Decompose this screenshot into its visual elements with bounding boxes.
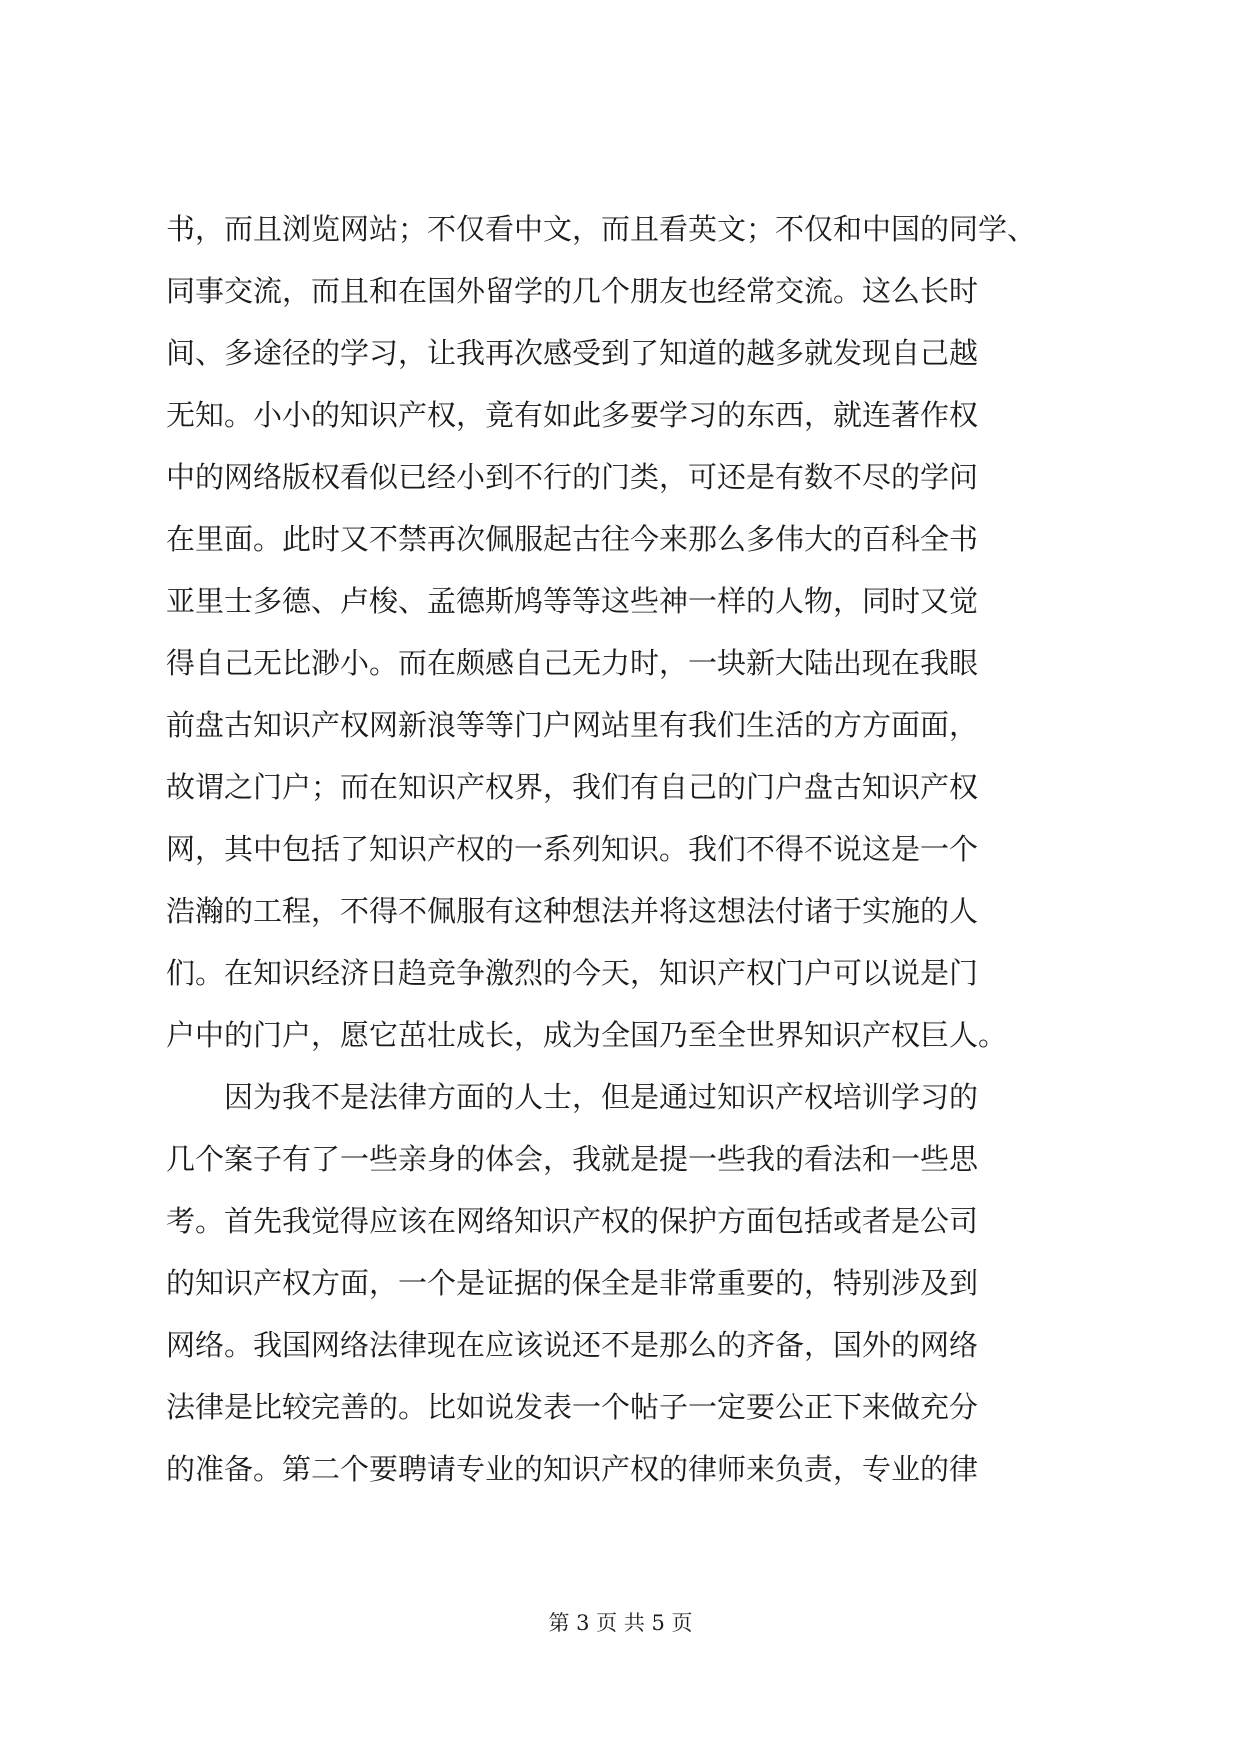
text-line: 故谓之门户；而在知识产权界，我们有自己的门户盘古知识产权 bbox=[166, 770, 979, 804]
text-line: 中的网络版权看似已经小到不行的门类，可还是有数不尽的学问 bbox=[166, 460, 979, 494]
body-text bbox=[166, 198, 1086, 1500]
text-line: 前盘古知识产权网新浪等等门户网站里有我们生活的方方面面， bbox=[166, 708, 979, 742]
text-line: 的知识产权方面，一个是证据的保全是非常重要的，特别涉及到 bbox=[166, 1266, 979, 1300]
page-number-footer: 第 3 页 共 5 页 bbox=[548, 1611, 693, 1635]
text-line: 浩瀚的工程，不得不佩服有这种想法并将这想法付诸于实施的人 bbox=[166, 894, 979, 928]
text-line: 间、多途径的学习，让我再次感受到了知道的越多就发现自己越 bbox=[166, 336, 979, 370]
text-line: 们。在知识经济日趋竞争激烈的今天，知识产权门户可以说是门 bbox=[166, 956, 979, 990]
text-line: 的准备。第二个要聘请专业的知识产权的律师来负责，专业的律 bbox=[166, 1452, 979, 1486]
text-line: 得自己无比渺小。而在颇感自己无力时，一块新大陆出现在我眼 bbox=[166, 646, 979, 680]
text-line: 几个案子有了一些亲身的体会，我就是提一些我的看法和一些思 bbox=[166, 1142, 979, 1176]
text-line: 同事交流，而且和在国外留学的几个朋友也经常交流。这么长时 bbox=[166, 274, 979, 308]
text-line: 亚里士多德、卢梭、孟德斯鸠等等这些神一样的人物，同时又觉 bbox=[166, 584, 979, 618]
text-line: 网，其中包括了知识产权的一系列知识。我们不得不说这是一个 bbox=[166, 832, 979, 866]
text-line: 法律是比较完善的。比如说发表一个帖子一定要公正下来做充分 bbox=[166, 1390, 979, 1424]
text-line: 网络。我国网络法律现在应该说还不是那么的齐备，国外的网络 bbox=[166, 1328, 979, 1362]
text-line: 无知。小小的知识产权，竟有如此多要学习的东西，就连著作权 bbox=[166, 398, 979, 432]
text-line: 在里面。此时又不禁再次佩服起古往今来那么多伟大的百科全书 bbox=[166, 522, 979, 556]
text-line: 因为我不是法律方面的人士，但是通过知识产权培训学习的 bbox=[166, 1080, 979, 1114]
text-line: 户中的门户，愿它茁壮成长，成为全国乃至全世界知识产权巨人。 bbox=[166, 1018, 1008, 1052]
text-line: 考。首先我觉得应该在网络知识产权的保护方面包括或者是公司 bbox=[166, 1204, 979, 1238]
text-line: 书，而且浏览网站；不仅看中文，而且看英文；不仅和中国的同学、 bbox=[166, 212, 1037, 246]
